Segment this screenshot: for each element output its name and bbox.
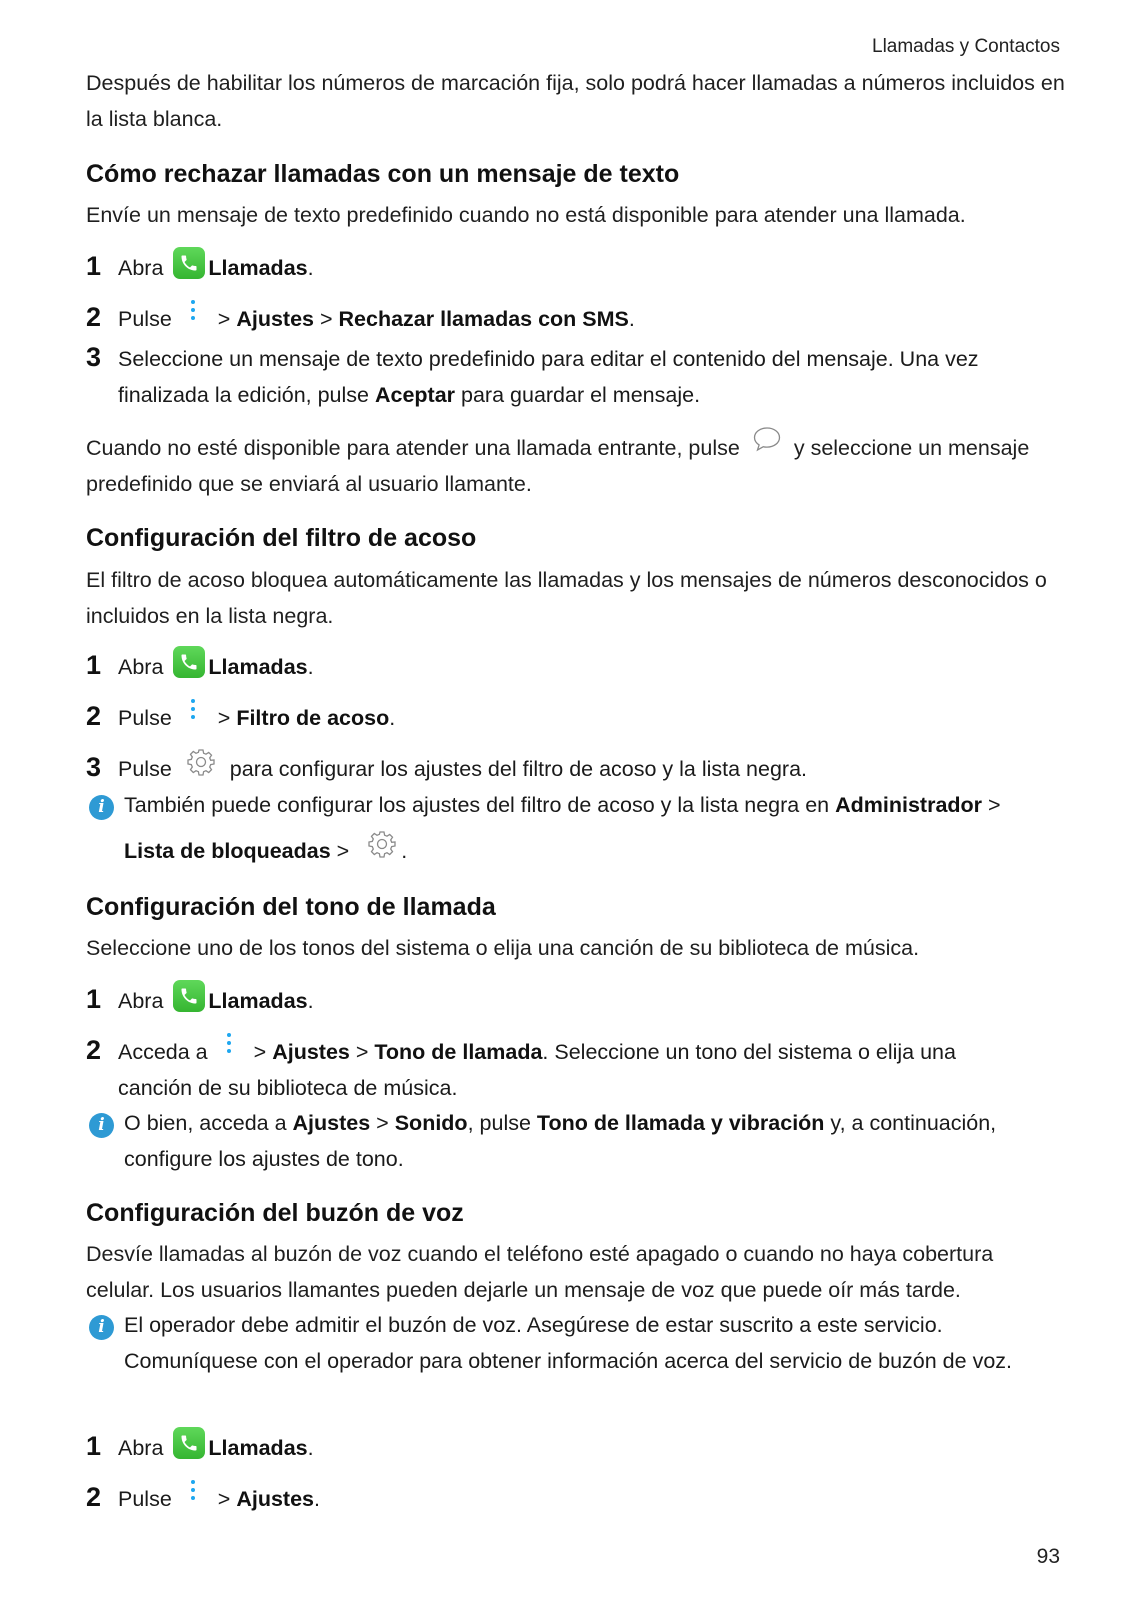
more-options-icon: [222, 1031, 236, 1063]
punctuation: .: [307, 655, 314, 679]
punctuation: .: [307, 989, 314, 1013]
note-text: El operador debe admitir el buzón de voz. Asegúrese de estar suscrito a este servicio. Comuníquese con el operador para obtener información acerca del servicio de buzón de voz.: [124, 1313, 1012, 1373]
step-number: 2: [86, 701, 102, 731]
step-text: para configurar los ajustes del filtro de acoso y la lista negra.: [229, 757, 808, 781]
step-text: canción de su biblioteca de música.: [118, 1076, 458, 1100]
more-options-icon: [186, 697, 200, 729]
settings-gear-icon: [367, 829, 397, 859]
menu-path-item: Administrador: [835, 793, 983, 817]
phone-app-icon: [173, 1427, 205, 1459]
menu-path-item: Tono de llamada: [374, 1040, 543, 1064]
message-bubble-icon: [752, 426, 782, 452]
step-text: Acceda a: [118, 1040, 208, 1064]
menu-path-item: Lista de bloqueadas: [124, 839, 331, 863]
menu-path-item: Ajustes: [236, 1487, 314, 1511]
section-title-harassment-filter: Configuración del filtro de acoso: [86, 524, 477, 552]
menu-path-item: Tono de llamada y vibración: [536, 1111, 825, 1135]
menu-path-item: Sonido: [394, 1111, 468, 1135]
step-text: Abra: [118, 1436, 164, 1460]
step-text: . Seleccione un tono del sistema o elija una: [542, 1040, 956, 1064]
step-text: Pulse: [118, 1487, 172, 1511]
separator: >: [217, 706, 237, 730]
intro-paragraph: Después de habilitar los números de marcación fija, solo podrá hacer llamadas a números incluidos en la lista blanca.: [86, 71, 1065, 131]
info-note: [86, 1105, 1046, 1177]
more-options-icon: [186, 298, 200, 330]
info-icon: i: [89, 795, 114, 820]
settings-gear-icon: [186, 747, 216, 777]
menu-path-item: Ajustes: [292, 1111, 371, 1135]
menu-path-item: Ajustes: [236, 307, 314, 331]
info-note: [86, 1307, 1046, 1415]
info-icon: i: [89, 1315, 114, 1340]
separator: >: [314, 307, 339, 331]
section-desc: Envíe un mensaje de texto predefinido cuando no está disponible para atender una llamada.: [86, 203, 966, 227]
section-title-ringtone: Configuración del tono de llamada: [86, 893, 496, 921]
paragraph-text: Cuando no esté disponible para atender una llamada entrante, pulse: [86, 436, 740, 460]
separator: >: [370, 1111, 395, 1135]
more-options-icon: [186, 1478, 200, 1510]
note-text: y, a continuación, configure los ajustes de tono.: [124, 1111, 997, 1171]
info-note: [86, 787, 1046, 867]
section-desc: El filtro de acoso bloquea automáticamente las llamadas y los mensajes de números desconocidos o incluidos en la lista negra.: [86, 568, 1047, 628]
step-number: 2: [86, 1482, 102, 1512]
phone-app-icon: [173, 646, 205, 678]
step-text: para guardar el mensaje.: [455, 383, 701, 407]
phone-app-icon: [173, 247, 205, 279]
section-desc: Seleccione uno de los tonos del sistema o elija una canción de su biblioteca de música.: [86, 936, 920, 960]
section-paragraph: [86, 430, 1066, 502]
step-item: [86, 1034, 1066, 1106]
separator: >: [349, 1040, 375, 1064]
step-number: 1: [86, 984, 102, 1014]
punctuation: .: [389, 706, 396, 730]
note-text: O bien, acceda a: [124, 1111, 293, 1135]
step-text: Abra: [118, 655, 164, 679]
note-text: También puede configurar los ajustes del filtro de acoso y la lista negra en: [124, 793, 836, 817]
step-number: 1: [86, 650, 102, 680]
separator: >: [330, 839, 356, 863]
separator: >: [217, 1487, 237, 1511]
step-number: 1: [86, 251, 102, 281]
punctuation: .: [307, 1436, 314, 1460]
section-desc: Desvíe llamadas al buzón de voz cuando el teléfono esté apagado o cuando no haya cobertura celular. Los usuarios llamantes pueden dejarle un mensaje de voz que puede oír más tarde.: [86, 1242, 994, 1302]
step-number: 1: [86, 1431, 102, 1461]
running-head: Llamadas y Contactos: [872, 36, 1060, 57]
step-text: Pulse: [118, 706, 172, 730]
button-name: Aceptar: [374, 383, 456, 407]
app-name: Llamadas: [208, 655, 308, 679]
step-text: Abra: [118, 989, 164, 1013]
info-icon: i: [89, 1113, 114, 1138]
step-text: Seleccione un mensaje de texto predefinido para editar el contenido del mensaje. Una vez finalizada la edición, pulse: [118, 347, 979, 407]
page-number: 93: [1036, 1545, 1060, 1568]
menu-path-item: Ajustes: [272, 1040, 350, 1064]
separator: >: [982, 793, 1001, 817]
section-title-voicemail: Configuración del buzón de voz: [86, 1199, 464, 1227]
step-text: Pulse: [118, 307, 172, 331]
separator: >: [253, 1040, 273, 1064]
menu-path-item: Filtro de acoso: [236, 706, 390, 730]
app-name: Llamadas: [208, 989, 308, 1013]
phone-app-icon: [173, 980, 205, 1012]
step-number: 2: [86, 1035, 102, 1065]
note-text: , pulse: [467, 1111, 537, 1135]
punctuation: .: [307, 256, 314, 280]
step-number: 3: [86, 342, 102, 372]
menu-path-item: Rechazar llamadas con SMS: [338, 307, 629, 331]
punctuation: .: [628, 307, 635, 331]
app-name: Llamadas: [208, 1436, 308, 1460]
step-text: Pulse: [118, 757, 172, 781]
step-text: Abra: [118, 256, 164, 280]
app-name: Llamadas: [208, 256, 308, 280]
step-number: 3: [86, 752, 102, 782]
step-number: 2: [86, 302, 102, 332]
paragraph-text: y seleccione un mensaje predefinido que se enviará al usuario llamante.: [86, 436, 1030, 496]
section-title-reject-sms: Cómo rechazar llamadas con un mensaje de texto: [86, 160, 680, 188]
separator: >: [217, 307, 237, 331]
punctuation: .: [314, 1487, 320, 1511]
punctuation: .: [401, 839, 408, 863]
